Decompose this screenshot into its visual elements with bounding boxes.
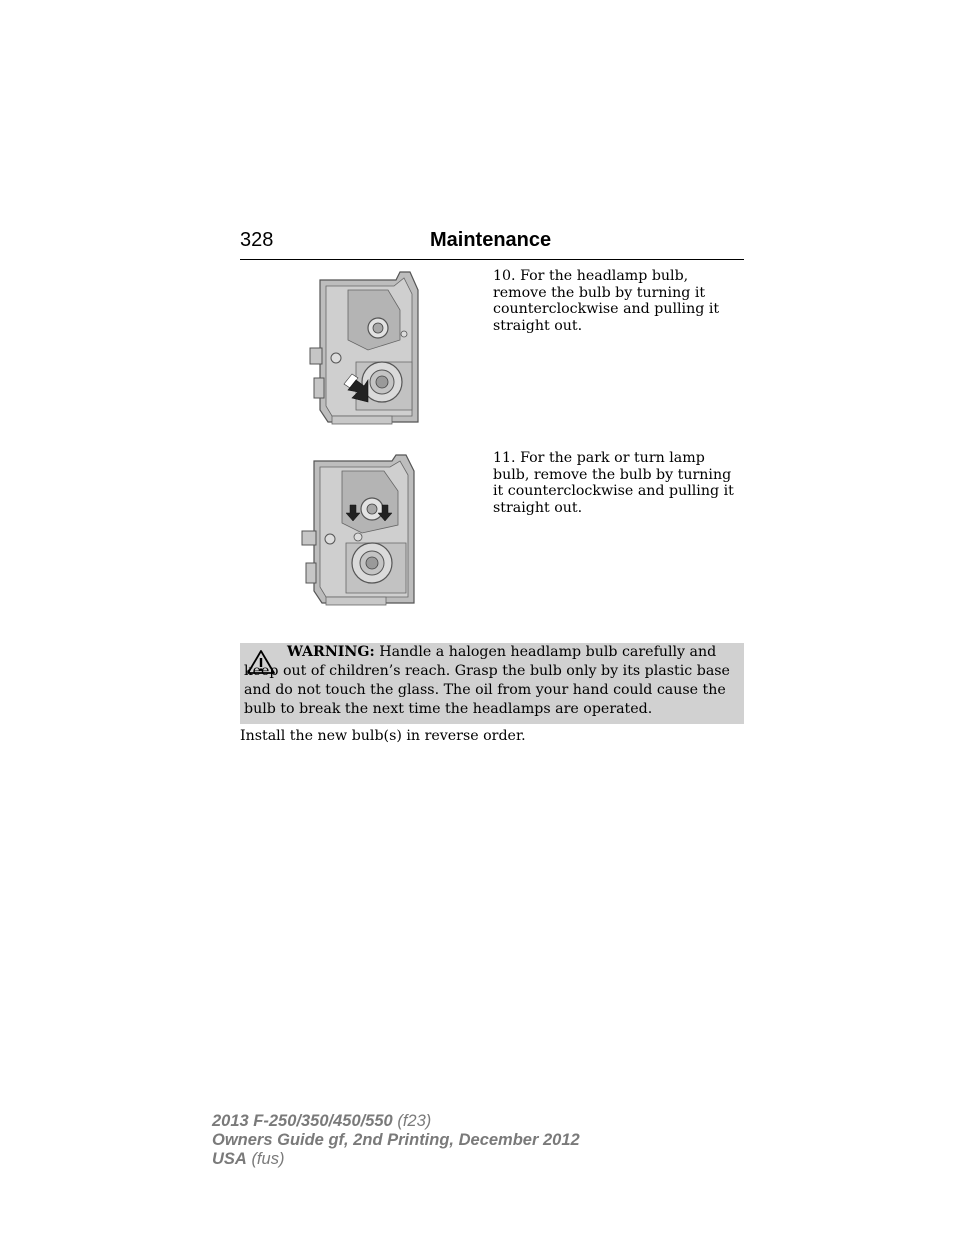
warning-text-block: [244, 643, 738, 719]
step-11-text: 11. For the park or turn lamp bulb, remove the bulb by turning it counterclockwise and pulling it straight out.: [493, 450, 734, 516]
footer-region: USA: [212, 1150, 247, 1168]
install-instruction: Install the new bulb(s) in reverse order.: [240, 728, 526, 744]
page-number: 328: [240, 229, 274, 251]
footer-model: 2013 F-250/350/450/550: [212, 1112, 393, 1130]
page-header: [240, 229, 744, 260]
warning-body: Handle a halogen headlamp bulb carefully and keep out of children’s reach. Grasp the bulb only by its plastic base and do not touch the glass. The oil from your hand could cause the bulb to break the next time the headlamps are operated.: [244, 644, 730, 717]
page-footer: [212, 1112, 580, 1169]
footer-model-code: (f23): [397, 1112, 432, 1130]
headlamp-assembly-figure-2: [300, 453, 416, 609]
headlamp-assembly-figure-1: [308, 270, 420, 428]
footer-region-code: (fus): [251, 1150, 285, 1168]
step-10-text: 10. For the headlamp bulb, remove the bulb by turning it counterclockwise and pulling it straight out.: [493, 268, 720, 334]
warning-box: [240, 643, 744, 724]
footer-guide-info: Owners Guide gf, 2nd Printing, December 2012: [212, 1131, 580, 1149]
section-title: Maintenance: [430, 229, 552, 251]
warning-label: WARNING:: [287, 644, 375, 660]
